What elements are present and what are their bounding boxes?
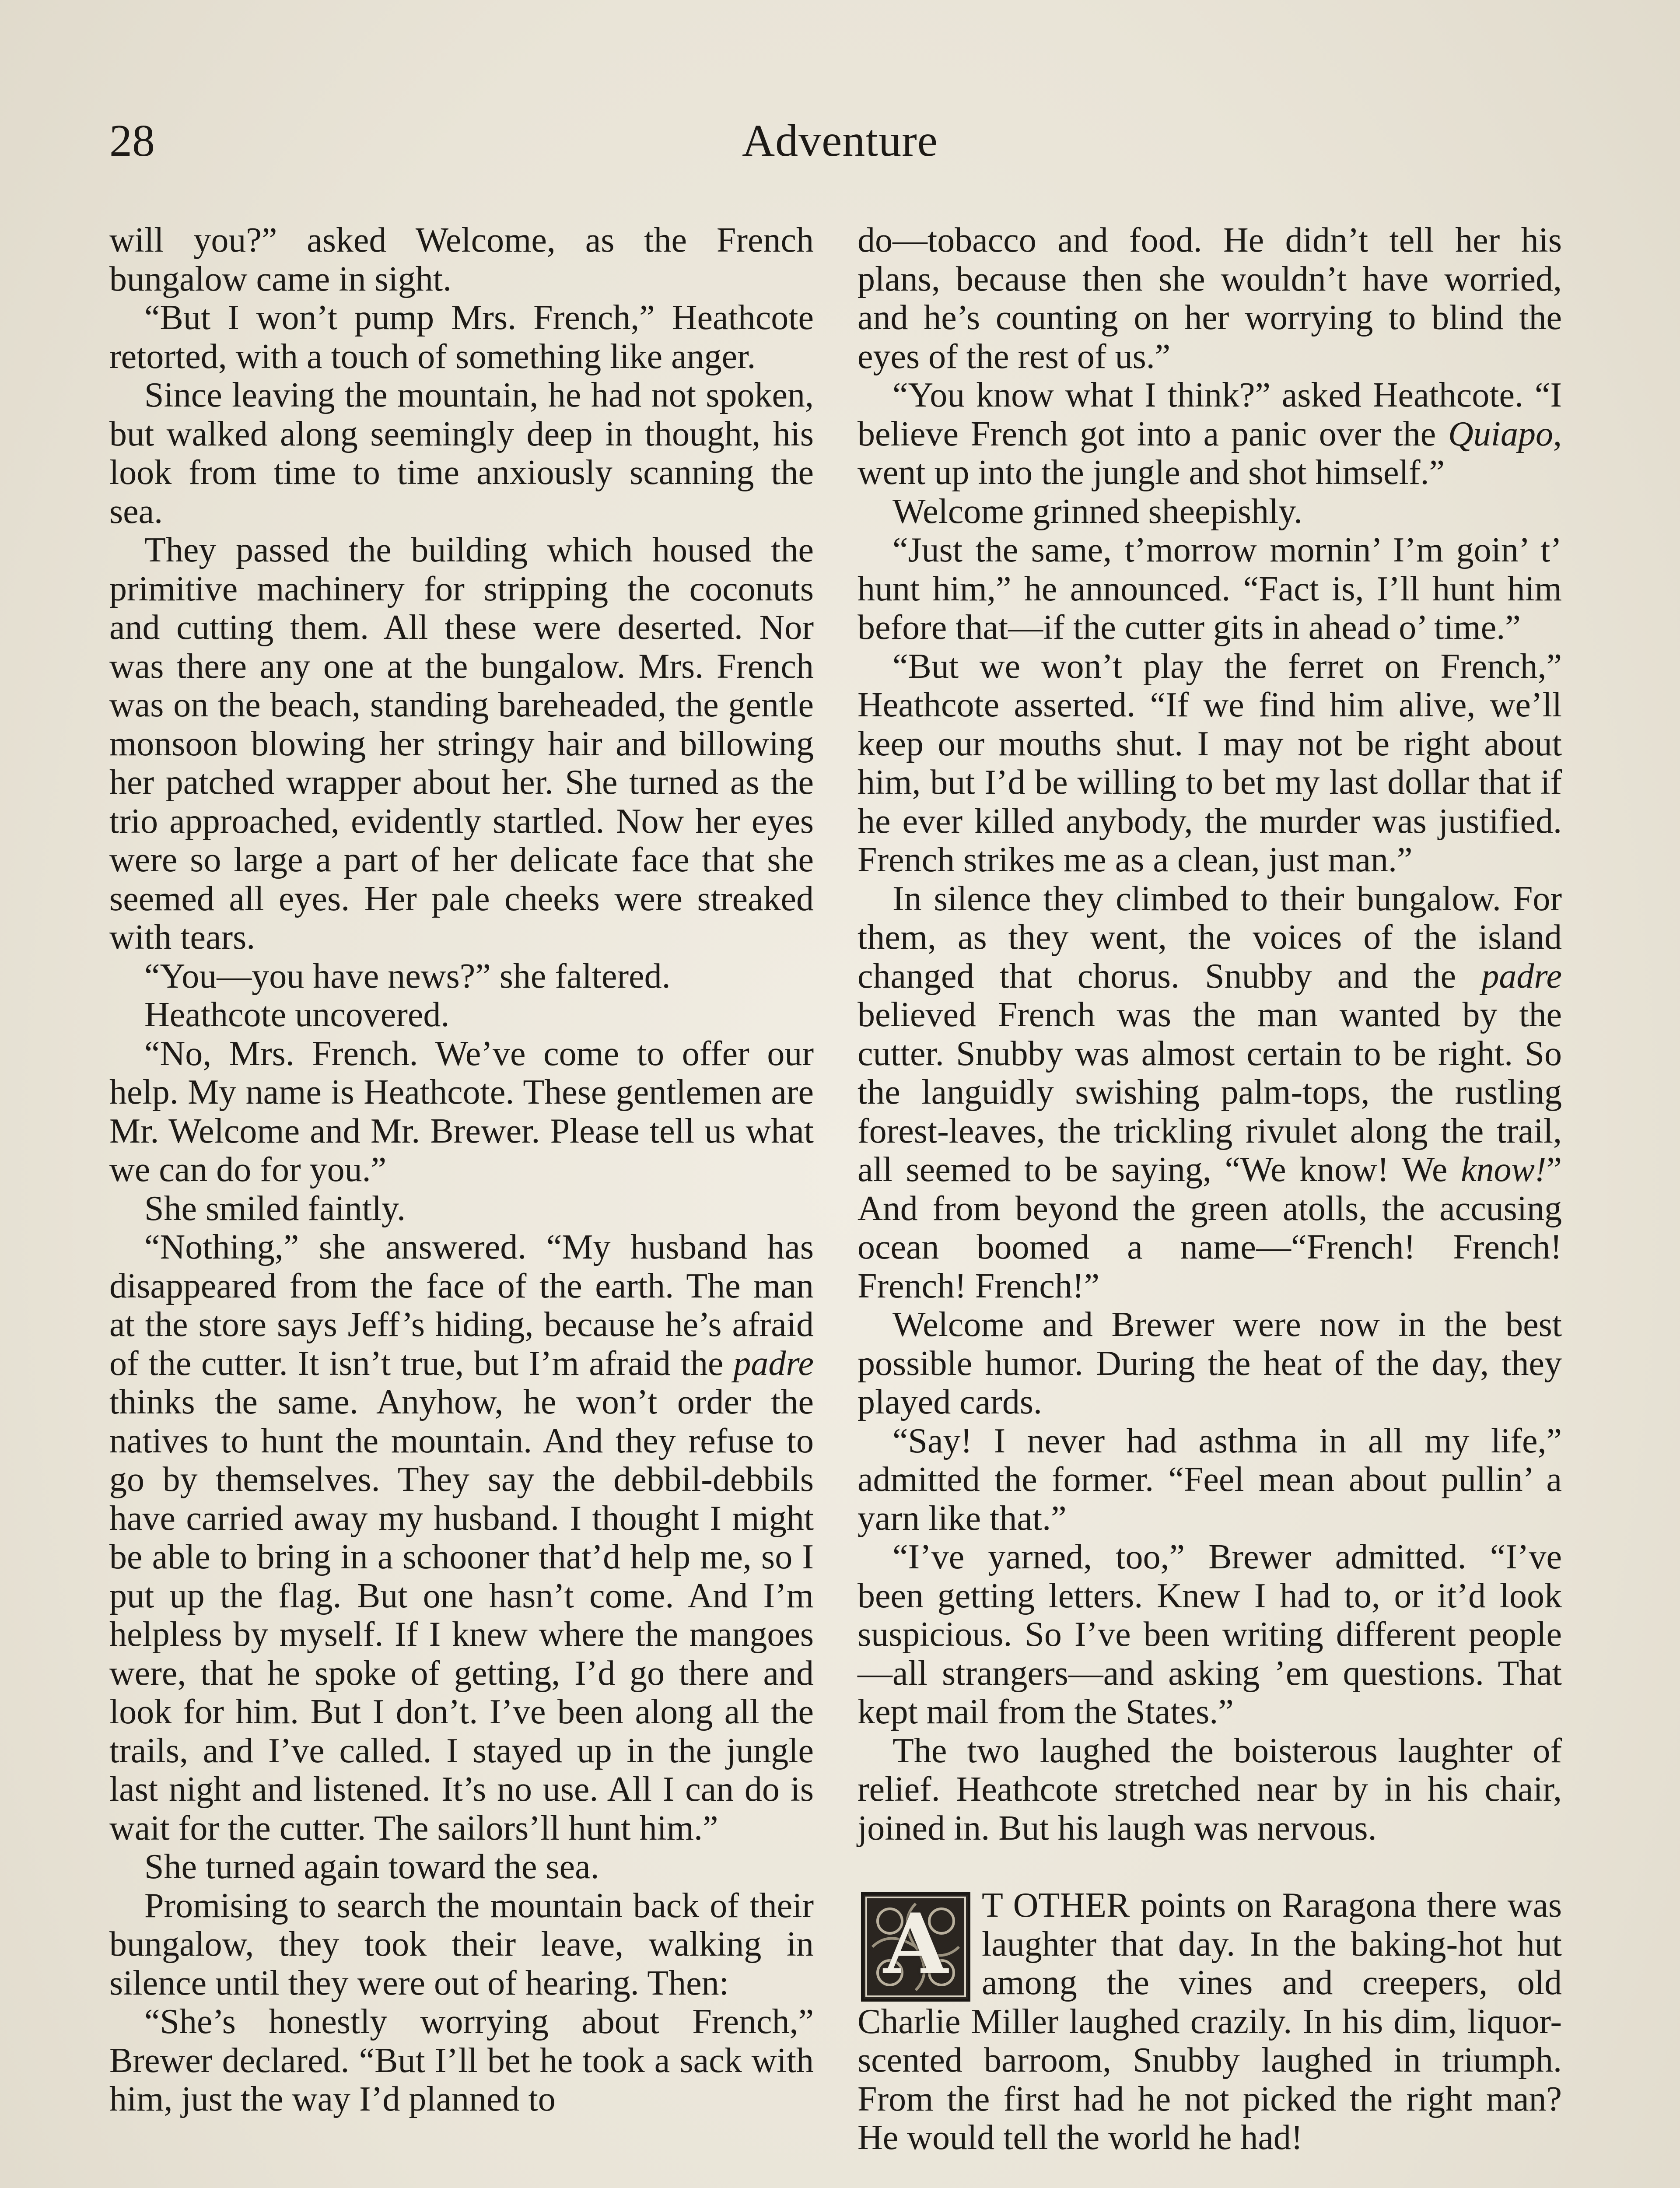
left-column-paragraph: “She’s honestly worrying about French,” Brewer declared. “But I’ll bet he took a sack with him, just the way I’d planned to xyxy=(109,2002,814,2118)
right-column-paragraphs xyxy=(858,221,1562,1848)
right-column-paragraph: do—tobacco and food. He didn’t tell her his plans, because then she wouldn’t have worried, and he’s counting on her worrying to blind the eyes of the rest of us.” xyxy=(858,221,1562,376)
left-column-paragraph: They passed the building which housed the primitive machinery for stripping the coconuts and cutting them. All these were deserted. Nor was there any one at the bungalow. Mrs. French was on the beach, standing bareheaded, the gentle monsoon blowing her stringy hair and billowing her patched wrapper about her. She turned as the trio approached, evidently startled. Now her eyes were so large a part of her delicate face that she seemed all eyes. Her pale cheeks were streaked with tears. xyxy=(109,531,814,957)
left-column-paragraph: “You—you have news?” she faltered. xyxy=(144,957,671,996)
left-column xyxy=(109,221,814,2119)
left-column-paragraph: Promising to search the mountain back of their bungalow, they took their leave, walking in silence until they were out of hearing. Then: xyxy=(109,1886,814,2002)
left-column-paragraph: will you?” asked Welcome, as the French bungalow came in sight. xyxy=(109,221,814,298)
italic-word: padre xyxy=(733,1344,814,1383)
left-column-paragraph: “No, Mrs. French. We’ve come to offer our help. My name is Heathcote. These gentlemen are Mr. Welcome and Mr. Brewer. Please tell us what we can do for you.” xyxy=(109,1034,814,1189)
right-column-paragraph: “But we won’t play the ferret on French,” Heathcote asserted. “If we find him alive, we’ll keep our mouths shut. I may not be right about him, but I’d be willing to bet my last dollar that if he ever killed anybody, the murder was justified. French strikes me as a clean, just man.” xyxy=(858,647,1562,879)
right-column-paragraph: Welcome and Brewer were now in the best possible humor. During the heat of the day, they played cards. xyxy=(858,1305,1562,1421)
ornamental-drop-cap xyxy=(861,1892,970,2002)
italic-word: Quiapo xyxy=(1448,414,1553,453)
left-column-paragraph: “But I won’t pump Mrs. French,” Heathcote retorted, with a touch of something like anger. xyxy=(109,298,814,376)
page-header xyxy=(109,118,1571,188)
left-column-paragraph: “Nothing,” she answered. “My husband has disappeared from the face of the earth. The man at the store says Jeff’s hiding, because he’s afraid of the cutter. It isn’t true, but I’m afraid the padre thinks the same. Anyhow, he won’t order the natives to hunt the mountain. And they refuse to go by themselves. They say the debbil-debbils have carried away my husband. I thought I might be able to bring in a schooner that’d help me, so I put up the flag. But one hasn’t come. And I’m helpless by myself. If I knew where the mangoes were, that he spoke of getting, I’d go there and look for him. But I don’t. I’ve been along all the trails, and I’ve called. I stayed up in the jungle last night and listened. It’s no use. All I can do is wait for the cutter. The sailors’ll hunt him.” xyxy=(109,1228,814,1848)
right-column-paragraph: In silence they climbed to their bungalow. For them, as they went, the voices of the island changed that chorus. Snubby and the padre believed French was the man wanted by the cutter. Snubby was almost certain to be right. So the languidly swishing palm-tops, the rustling forest-leaves, the trickling rivulet along the trail, all seemed to be saying, “We know! We know!” And from beyond the green atolls, the accusing ocean boomed a name—“French! French! French! French!” xyxy=(858,879,1562,1305)
right-column-paragraph: The two laughed the boisterous laughter of relief. Heathcote stretched near by in his chair, joined in. But his laugh was nervous. xyxy=(858,1731,1562,1848)
right-column-paragraph: “Say! I never had asthma in all my life,” admitted the former. “Feel mean about pullin’ a yarn like that.” xyxy=(858,1421,1562,1538)
right-column-paragraph: “You know what I think?” asked Heathcote. “I believe French got into a panic over the Quiapo, went up into the jungle and shot himself.” xyxy=(858,376,1562,492)
left-column-paragraph: She turned again toward the sea. xyxy=(144,1848,599,1886)
italic-word: know! xyxy=(1460,1150,1547,1189)
left-column-paragraph: She smiled faintly. xyxy=(144,1189,406,1228)
running-head: Adventure xyxy=(742,116,938,166)
section-break-text: T OTHER points on Raragona there was laughter that day. In the baking-hot hut among the vines and creepers, old Charlie Miller laughed crazily. In his dim, liquor-scented barroom, Snubby laughed in triumph. From the first had he not picked the right man? He would tell the world he had! xyxy=(858,1886,1562,2157)
right-column xyxy=(858,221,1562,2157)
right-column-paragraph: “I’ve yarned, too,” Brewer admitted. “I’ve been getting letters. Knew I had to, or it’d look suspicious. So I’ve been writing different people—all strangers—and asking ’em questions. That kept mail from the States.” xyxy=(858,1538,1562,1731)
left-column-paragraph: Heathcote uncovered. xyxy=(144,996,450,1034)
right-column-paragraph: “Just the same, t’morrow mornin’ I’m goin’ t’ hunt him,” he announced. “Fact is, I’ll hunt him before that—if the cutter gits in ahead o’ time.” xyxy=(858,531,1562,647)
right-column-paragraph: Welcome grinned sheepishly. xyxy=(892,492,1302,531)
section-break-paragraph xyxy=(858,1886,1562,2157)
left-column-paragraph: Since leaving the mountain, he had not spoken, but walked along seemingly deep in thought, his look from time to time anxiously scanning the sea. xyxy=(109,376,814,531)
drop-cap-letter: A xyxy=(883,1895,948,1993)
italic-word: padre xyxy=(1481,957,1562,996)
page-number: 28 xyxy=(109,116,155,166)
